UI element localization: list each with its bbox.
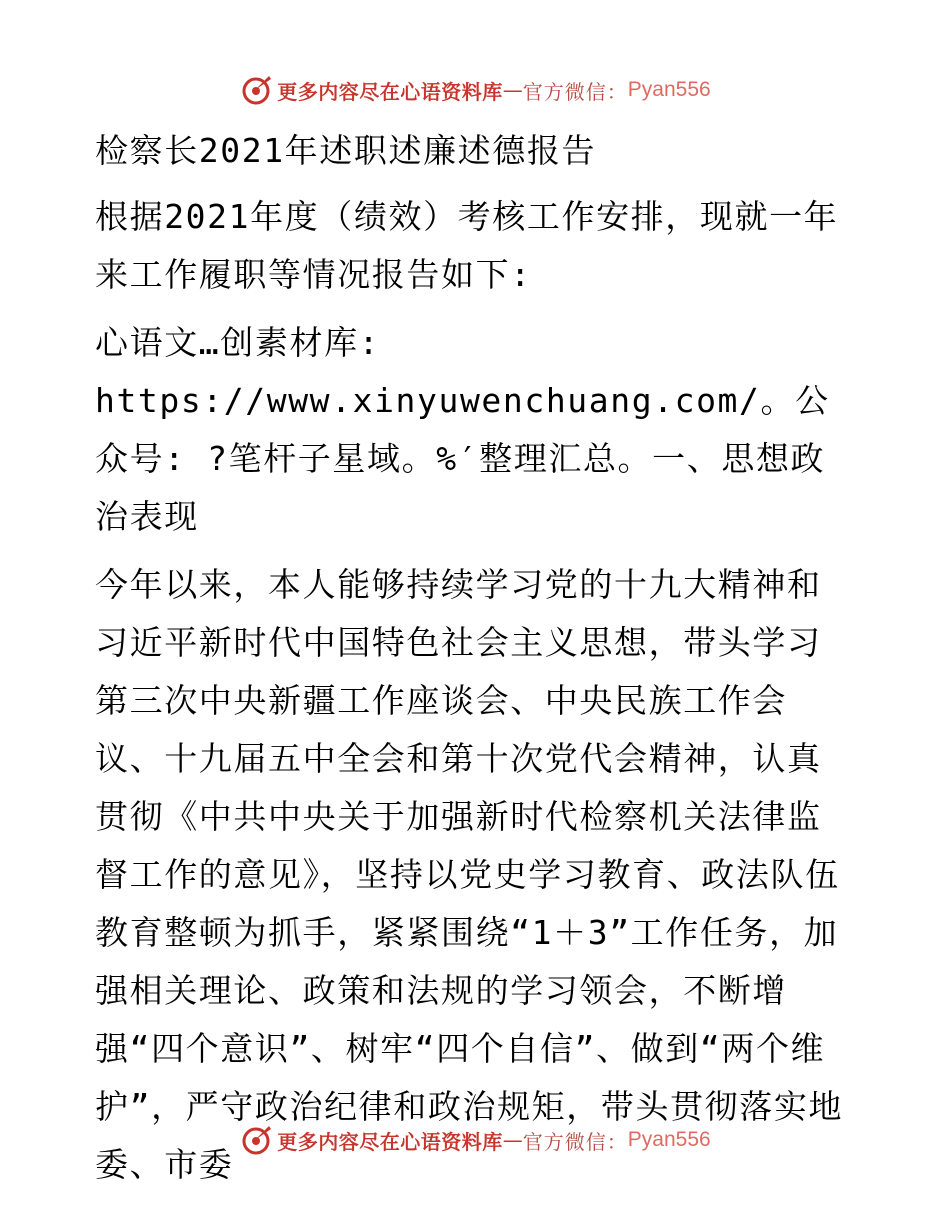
footer-banner xyxy=(0,1120,950,1160)
quill-logo-icon xyxy=(239,73,273,107)
header-banner xyxy=(0,70,950,110)
banner-wechat-id: Pyan556 xyxy=(627,78,711,101)
document-body xyxy=(95,122,855,1204)
banner-wechat-id: Pyan556 xyxy=(627,1128,711,1151)
banner-wechat-label: 官方微信： xyxy=(522,1129,628,1154)
banner-brand: 更多内容尽在心语资料库 xyxy=(277,79,503,104)
banner-brand: 更多内容尽在心语资料库 xyxy=(277,1129,503,1154)
quill-logo-icon xyxy=(239,1123,273,1157)
banner-separator: — xyxy=(502,1128,523,1152)
banner-separator: — xyxy=(502,78,523,102)
document-title: 检察长2021年述职述廉述德报告 xyxy=(95,131,597,170)
paragraph-intro: 根据2021年度（绩效）考核工作安排，现就一年来工作履职等情况报告如下: xyxy=(95,197,839,294)
banner-wechat-label: 官方微信： xyxy=(522,79,628,104)
paragraph-political: 今年以来，本人能够持续学习党的十九大精神和习近平新时代中国特色社会主义思想，带头学习第三次中央新疆工作座谈会、中央民族工作会议、十九届五中全会和第十次党代会精神，认真贯彻《中共中央关于加强新时代检察机关法律监督工作的意见》，坚持以党史学习教育、政法队伍教育整顿为抓手，紧紧围绕“1＋3”工作任务，加强相关理论、政策和法规的学习领会，不断增强“四个意识”、树牢“四个自信”、做到“两个维护”，严守政治纪律和政治规矩，带头贯彻落实地委、市委 xyxy=(95,565,844,1184)
paragraph-source: 心语文…创素材库: https://www.xinyuwenchuang.com/。公众号: ?笔杆子星域。%′整理汇总。一、思想政治表现 xyxy=(95,323,830,536)
